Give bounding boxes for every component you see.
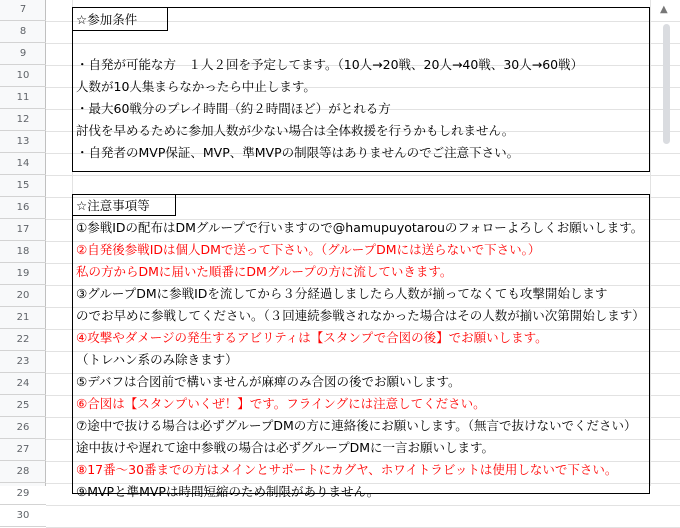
section2-line-6[interactable]: ④攻撃やダメージの発生するアビリティは【スタンプで合図の後】でお願いします。: [76, 330, 548, 345]
row-number[interactable]: 21: [0, 307, 46, 329]
section1-line-2[interactable]: 人数が10人集まらなかったら中止します。: [76, 79, 316, 94]
row-number[interactable]: 10: [0, 65, 46, 87]
section2-line-4[interactable]: ③グループDMに参戦IDを流してから３分経過しましたら人数が揃ってなくても攻撃開始します: [76, 286, 608, 301]
row-number[interactable]: 29: [0, 483, 46, 505]
row-gridline: [46, 175, 680, 176]
row-gridline: [46, 43, 680, 44]
row-gridline: [46, 21, 680, 22]
section1-header[interactable]: ☆参加条件: [76, 12, 138, 27]
row-number[interactable]: 11: [0, 87, 46, 109]
scroll-thumb[interactable]: [663, 24, 670, 144]
scroll-up-icon[interactable]: ▲: [660, 4, 668, 15]
section2-line-8[interactable]: ⑤デバフは合図前で構いませんが麻痺のみ合図の後でお願いします。: [76, 374, 461, 389]
row-gridline: [46, 505, 680, 506]
row-number[interactable]: 30: [0, 505, 46, 527]
section2-line-9[interactable]: ⑥合図は【スタンプいくぜ！】です。フライングには注意してください。: [76, 396, 486, 411]
row-number[interactable]: 16: [0, 197, 46, 219]
vertical-scrollbar[interactable]: [650, 0, 680, 486]
section1-line-3[interactable]: ・最大60戦分のプレイ時間（約２時間ほど）がとれる方: [76, 101, 391, 116]
section1-line-4[interactable]: 討伐を早めるために参加人数が少ない場合は全体救援を行うかもしれません。: [76, 123, 515, 138]
row-number[interactable]: 25: [0, 395, 46, 417]
section2-header[interactable]: ☆注意事項等: [76, 198, 150, 213]
row-number[interactable]: 13: [0, 131, 46, 153]
row-number[interactable]: 17: [0, 219, 46, 241]
row-number[interactable]: 24: [0, 373, 46, 395]
row-number[interactable]: 14: [0, 153, 46, 175]
section2-line-3[interactable]: 私の方からDMに届いた順番にDMグループの方に流していきます。: [76, 264, 453, 279]
section2-line-5[interactable]: のでお早めに参戦してください。（３回連続参戦されなかった場合はその人数が揃い次第開始します）: [76, 308, 645, 323]
row-number[interactable]: 26: [0, 417, 46, 439]
section2-line-7[interactable]: （トレハン系のみ除きます）: [76, 352, 238, 367]
row-number[interactable]: 28: [0, 461, 46, 483]
section2-line-12[interactable]: ⑧17番～30番までの方はメインとサポートにカグヤ、ホワイトラビットは使用しないで下さい。: [76, 462, 618, 477]
row-header-column: [0, 0, 46, 521]
row-number[interactable]: 27: [0, 439, 46, 461]
section2-line-10[interactable]: ⑦途中で抜ける場合は必ずグループDMの方に連絡後にお願いします。（無言で抜けないでください）: [76, 418, 637, 433]
section2-line-2[interactable]: ②自発後参戦IDは個人DMで送って下さい。（グループDMには送らないで下さい。）: [76, 242, 541, 257]
row-number[interactable]: 20: [0, 285, 46, 307]
row-number[interactable]: 23: [0, 351, 46, 373]
row-number[interactable]: 12: [0, 109, 46, 131]
section2-line-13[interactable]: ⑨MVPと準MVPは時間短縮のため制限がありません。: [76, 484, 380, 499]
column-gridline: [72, 0, 73, 486]
row-number[interactable]: 15: [0, 175, 46, 197]
row-number[interactable]: 9: [0, 43, 46, 65]
section1-line-5[interactable]: ・自発者のMVP保証、MVP、準MVPの制限等はありませんのでご注意下さい。: [76, 145, 520, 160]
row-number[interactable]: 7: [0, 0, 46, 21]
row-number[interactable]: 8: [0, 21, 46, 43]
section2-line-11[interactable]: 途中抜けや遅れて途中参戦の場合は必ずグループDMに一言お願いします。: [76, 440, 495, 455]
row-number[interactable]: 19: [0, 263, 46, 285]
row-number[interactable]: 18: [0, 241, 46, 263]
section2-line-1[interactable]: ①参戦IDの配布はDMグループで行いますので@hamupuyotarouのフォローよろしくお願いします。: [76, 220, 644, 235]
row-number[interactable]: 22: [0, 329, 46, 351]
section1-line-1[interactable]: ・自発が可能な方 １人２回を予定してます。（10人→20戦、20人→40戦、30人→60戦）: [76, 57, 584, 72]
